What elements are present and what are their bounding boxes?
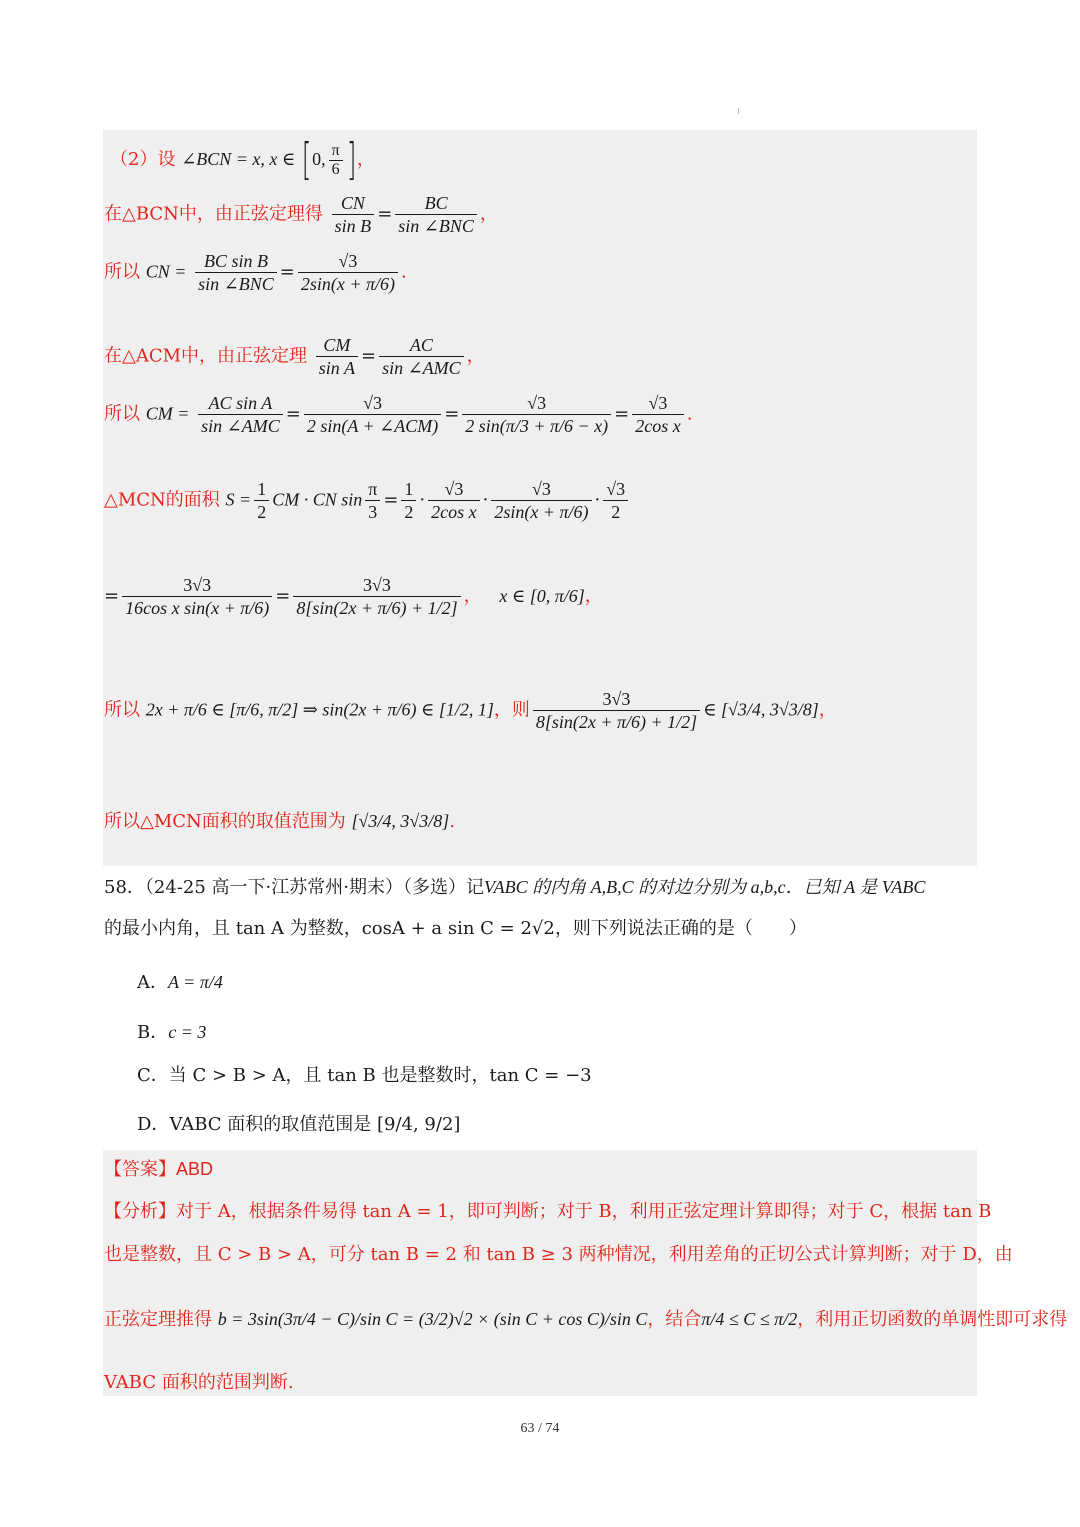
choice-a: A．A = π/4 (137, 972, 223, 993)
solution-line-7: = $\frac{3√3}{\text{16cos x sin(x + π/6)}}$ = $\frac{3√3}{8[\sin(2x + \pi/6) + 1/2]}$ ， x ∈ [0, π/6]， (104, 575, 603, 618)
solution-line-6: △MCN的面积 S = $\frac{1}{2}$ CM · CN sin $\frac{\pi}{3}$ = $\frac{1}{2}$ · $\frac{√3}{\text{2cos x}}$ · $\frac{√3}{2\sin(x + \pi/6)}$ · $\frac{√3}{2}$ (104, 478, 631, 523)
solution-line-8: 所以 2x + π/6 ∈ [π/6, π/2] ⇒ sin(2x + π/6) ∈ [1/2, 1]，则 $\frac{3√3}{8[\sin(2x + \pi/6) + 1/2]}$ ∈ [√3/4, 3√3/8]， (104, 689, 837, 732)
analysis-line-2: 也是整数，且 C > B > A，可分 tan B = 2 和 tan B ≥ 3 两种情况，利用差角的正切公式计算判断；对于 D，由 (104, 1244, 1013, 1265)
solution-line-3: 所以 CN = $\frac{\text{BC sin B}}{\text{sin ∠BNC}}$ = $\frac{√3}{2\sin(x + \pi/6)}$ . (104, 251, 407, 294)
page-number: 63 / 74 (520, 1421, 560, 1436)
analysis-line-1: 【分析】对于 A，根据条件易得 tan A = 1，即可判断；对于 B，利用正弦定理计算即得；对于 C，根据 tan B (104, 1201, 992, 1222)
corner-mark (738, 108, 739, 114)
question-58-line-1: 58．（24-25 高一下·江苏常州·期末）（多选）记VABC 的内角 A,B,C 的对边分别为 a,b,c．已知 A 是 VABC (104, 877, 926, 898)
answer-panel (103, 1150, 977, 1396)
answer-line (104, 1160, 213, 1179)
question-number: 58． (104, 877, 145, 898)
analysis-line-3: 正弦定理推得 b = 3sin(3π/4 − C)/sin C = (3/2)√2 × (sin C + cos C)/sin C，结合π/4 ≤ C ≤ π/2，利用正切函数的单调性即可求得 (104, 1309, 1068, 1330)
choice-b: B．c = 3 (137, 1022, 207, 1043)
answer-value: ABD (176, 1159, 214, 1179)
analysis-line-4: VABC 面积的范围判断. (104, 1372, 294, 1393)
solution-line-5: 所以 CM = $\frac{\text{AC sin A}}{\text{sin ∠AMC}}$ = $\frac{√3}{\text{2 sin(A + ∠ACM)}}$ = $\frac{√3}{2 \sin(\pi/3 + \pi/6 - x)}$ = $\frac{√3}{\text{2cos x}}$ . (104, 393, 693, 436)
question-58-line-2: 的最小内角，且 tan A 为整数，cosA + a sin C = 2√2，则下列说法正确的是（ ） (104, 918, 807, 939)
solution-line-2: 在△BCN中，由正弦定理得 $\frac{CN}{\text{sin B}}$ = $\frac{BC}{\text{sin ∠BNC}}$ ， (104, 193, 498, 236)
solution-line-9: 所以△MCN面积的取值范围为 [√3/4, 3√3/8]. (104, 811, 456, 832)
answer-tag: 【答案】 (104, 1159, 176, 1180)
solution-line-4: 在△ACM中，由正弦定理 $\frac{CM}{\text{sin A}}$ = $\frac{AC}{\text{sin ∠AMC}}$ ， (104, 335, 485, 378)
angle-bcn-def: ∠BCN = x, x ∈ (181, 149, 296, 169)
solution-line-1: （2）设 ∠BCN = x, x ∈ [0, $\frac{\pi}{6}$ ]， (110, 134, 375, 185)
choice-c: C．当 C > B > A，且 tan B 也是整数时，tan C = −3 (137, 1065, 592, 1086)
analysis-tag: 【分析】 (104, 1201, 176, 1222)
choice-d: D．VABC 面积的取值范围是 [9/4, 9/2] (137, 1114, 461, 1135)
